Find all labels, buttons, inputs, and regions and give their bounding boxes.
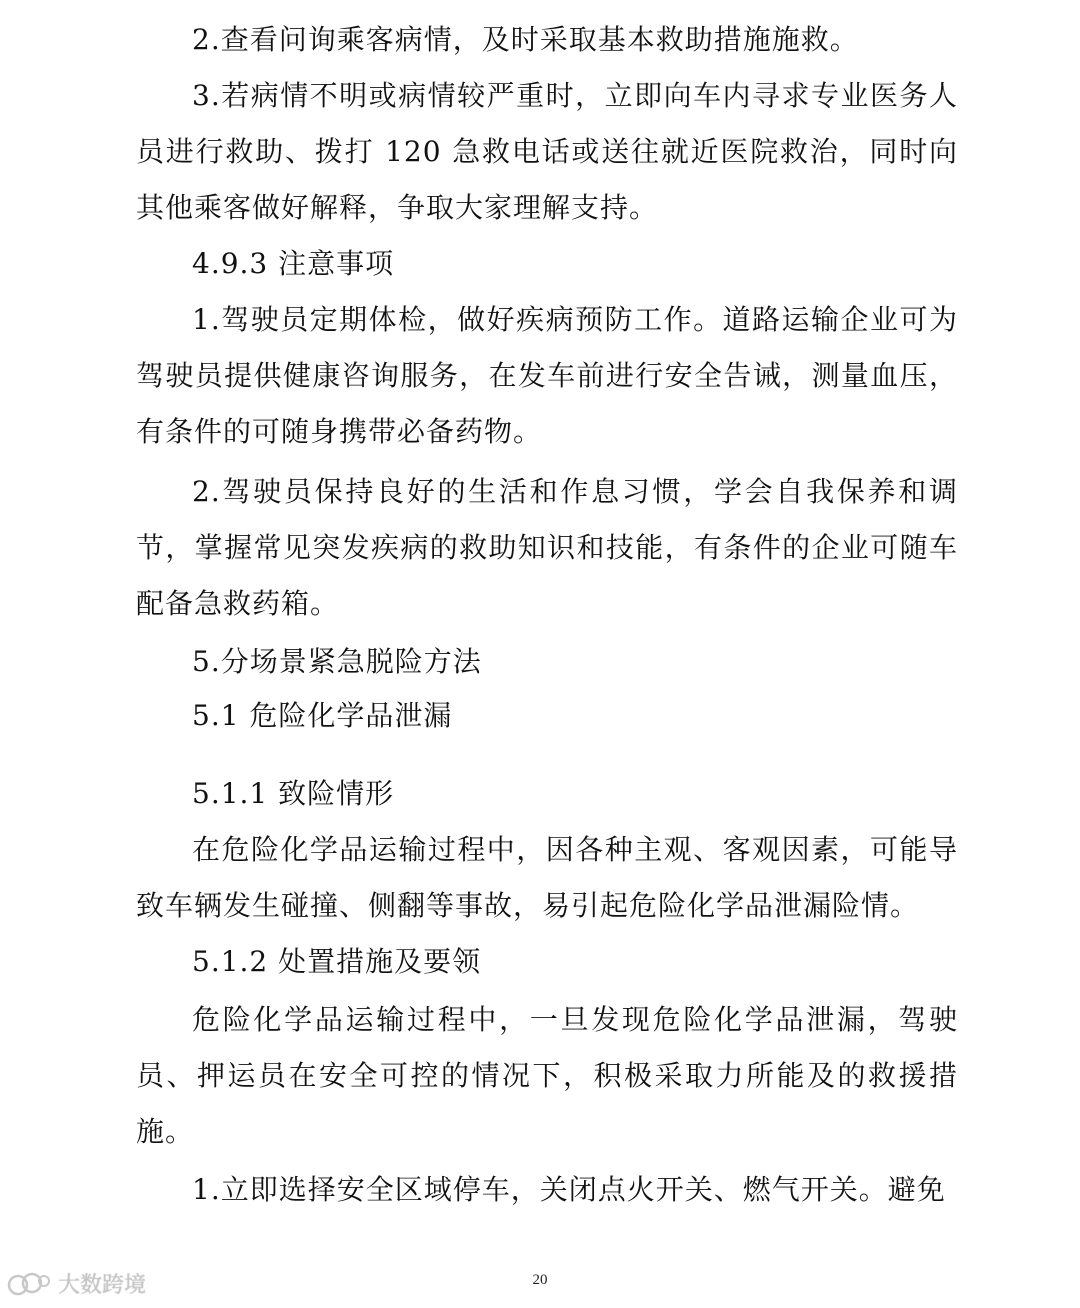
section-heading-5-1: 5.1 危险化学品泄漏 [192, 699, 453, 732]
paragraph-4: 2.驾驶员保持良好的生活和作息习惯，学会自我保养和调节，掌握常见突发疾病的救助知识和技能，有条件的企业可随车配备急救药箱。 [136, 475, 958, 620]
watermark [6, 1268, 146, 1299]
section-heading-5-1-1: 5.1.1 致险情形 [192, 777, 395, 810]
paragraph-7: 1.立即选择安全区域停车，关闭点火开关、燃气开关。避免 [192, 1173, 946, 1206]
paragraph-1: 2.查看问询乘客病情，及时采取基本救助措施施救。 [192, 23, 859, 56]
paragraph-2: 3.若病情不明或病情较严重时，立即向车内寻求专业医务人员进行救助、拨打 120 急救电话或送往就近医院救治，同时向其他乘客做好解释，争取大家理解支持。 [136, 79, 958, 224]
watermark-text: 大数跨境 [58, 1273, 147, 1298]
paragraph-6: 危险化学品运输过程中，一旦发现危险化学品泄漏，驾驶员、押运员在安全可控的情况下，积极采取力所能及的救援措施。 [136, 1003, 958, 1148]
section-heading-5-1-2: 5.1.2 处置措施及要领 [192, 945, 482, 978]
paragraph-5: 在危险化学品运输过程中，因各种主观、客观因素，可能导致车辆发生碰撞、侧翻等事故，易引起危险化学品泄漏险情。 [136, 833, 958, 922]
paragraph-3: 1.驾驶员定期体检，做好疾病预防工作。道路运输企业可为驾驶员提供健康咨询服务，在发车前进行安全告诫，测量血压，有条件的可随身携带必备药物。 [136, 303, 958, 448]
section-heading-4-9-3: 4.9.3 注意事项 [192, 247, 395, 280]
page-number: 20 [532, 1272, 548, 1288]
section-heading-5: 5.分场景紧急脱险方法 [192, 645, 482, 678]
watermark-logo-icon [6, 1269, 52, 1299]
